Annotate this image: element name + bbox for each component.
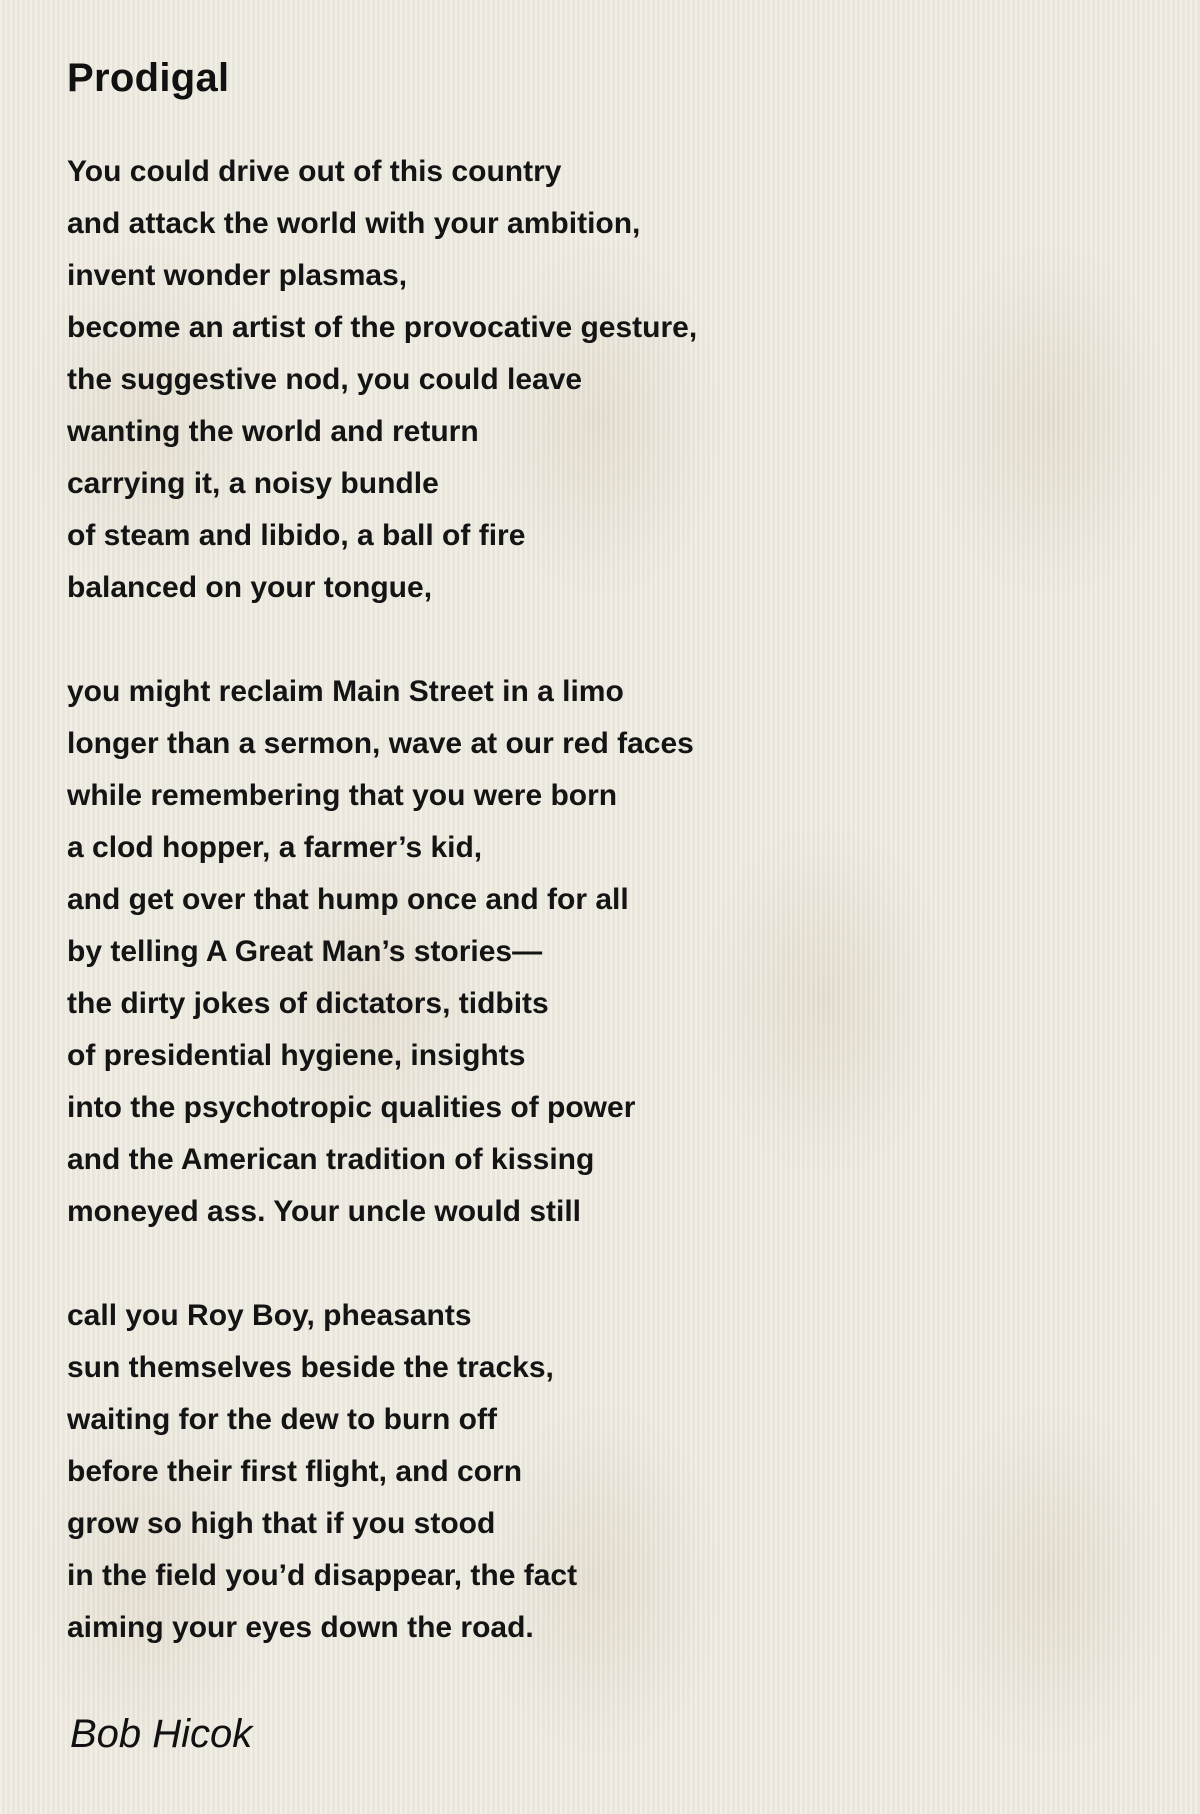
poem-line: moneyed ass. Your uncle would still (67, 1195, 582, 1228)
poem-line: grow so high that if you stood (67, 1507, 496, 1540)
poem-line: while remembering that you were born (67, 779, 618, 812)
poem-title: Prodigal (67, 56, 230, 100)
poem-line: You could drive out of this country (67, 155, 562, 188)
poem-card (67, 48, 1147, 1762)
poem-line: balanced on your tongue, (67, 571, 433, 604)
poem-line: in the field you’d disappear, the fact (67, 1559, 578, 1592)
poem-line: you might reclaim Main Street in a limo (67, 675, 624, 708)
poem-line: of steam and libido, a ball of fire (67, 519, 526, 552)
poem-line: waiting for the dew to burn off (67, 1403, 497, 1436)
poem-line: of presidential hygiene, insights (67, 1039, 526, 1072)
poem-line: wanting the world and return (67, 415, 479, 448)
poem-line: invent wonder plasmas, (67, 259, 408, 292)
poem-line: before their first flight, and corn (67, 1455, 523, 1488)
poem-line: the dirty jokes of dictators, tidbits (67, 987, 549, 1020)
stanza-3 (67, 1290, 1147, 1654)
poem-line: carrying it, a noisy bundle (67, 467, 439, 500)
poem-author: Bob Hicok (70, 1712, 253, 1756)
poem-line: longer than a sermon, wave at our red faces (67, 727, 694, 760)
poem-line: call you Roy Boy, pheasants (67, 1299, 472, 1332)
poem-line: a clod hopper, a farmer’s kid, (67, 831, 483, 864)
poem-line: the suggestive nod, you could leave (67, 363, 583, 396)
poem-line: aiming your eyes down the road. (67, 1611, 534, 1644)
stanza-2 (67, 666, 1147, 1238)
poem-line: by telling A Great Man’s stories— (67, 935, 543, 968)
poem-line: into the psychotropic qualities of power (67, 1091, 636, 1124)
poem-line: become an artist of the provocative gesture, (67, 311, 698, 344)
poem-line: and the American tradition of kissing (67, 1143, 595, 1176)
poem-line: sun themselves beside the tracks, (67, 1351, 554, 1384)
poem-line: and attack the world with your ambition, (67, 207, 641, 240)
stanza-1 (67, 146, 1147, 614)
poem-line: and get over that hump once and for all (67, 883, 629, 916)
